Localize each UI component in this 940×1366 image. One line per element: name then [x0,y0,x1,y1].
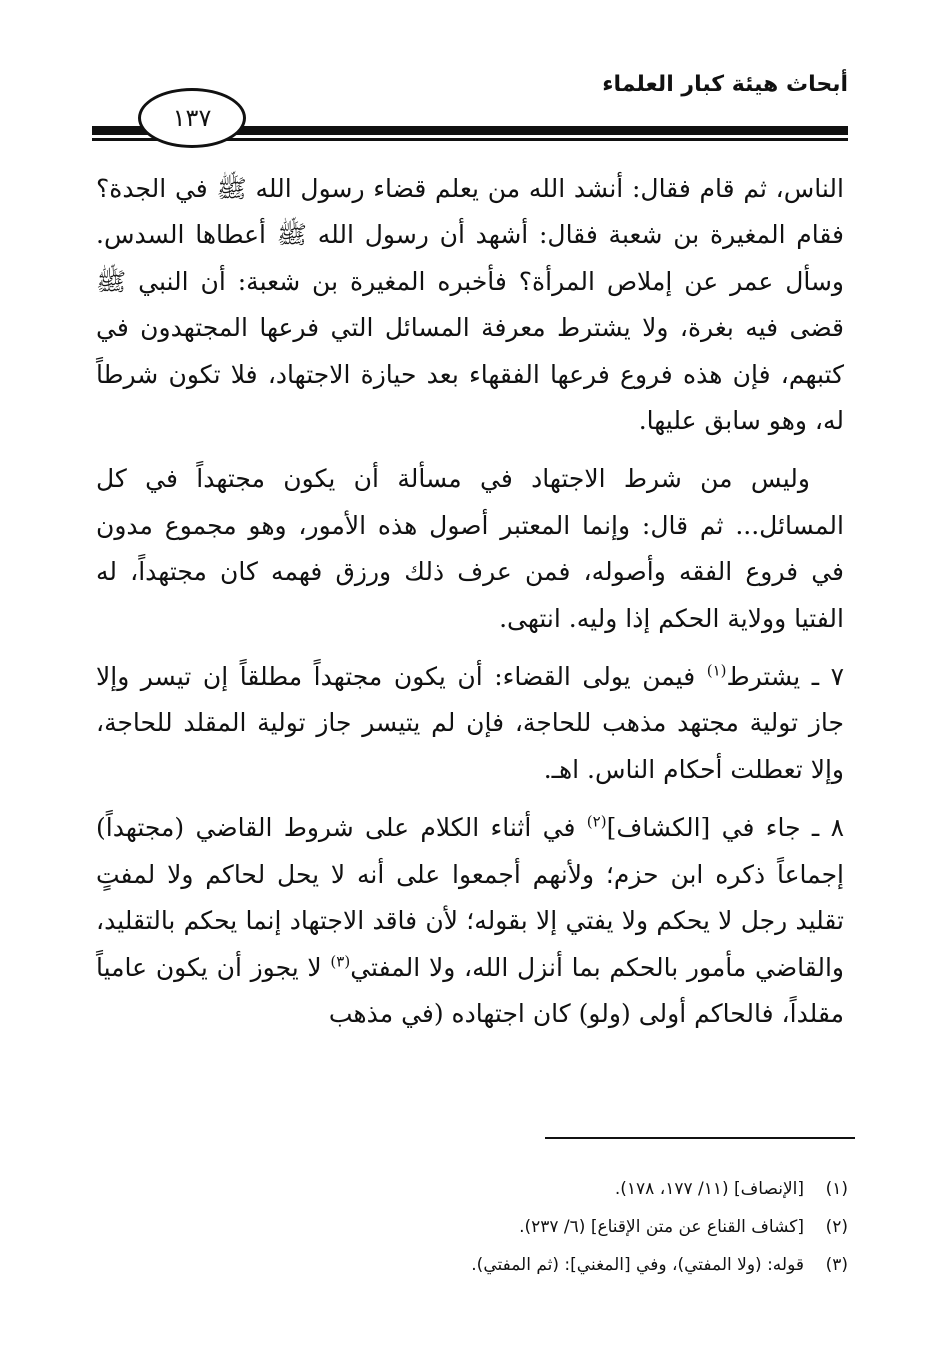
footnote-2 [471,1208,848,1246]
footnote-number: (١) [825,1179,848,1199]
footnote-ref-3[interactable]: (٣) [330,952,351,971]
running-header-title: أبحاث هيئة كبار العلماء [602,72,848,97]
footnote-number: (٣) [825,1255,848,1275]
footnote-separator [545,1137,855,1139]
paragraph-3-start: ٧ ـ يشترط [726,662,844,692]
paragraph-4-end: لا يجوز أن يكون عامياً مقلداً، فالحاكم أولى (ولو) كان اجتهاده (في مذهب [96,952,844,1028]
main-text [96,166,844,1037]
paragraph-4 [96,805,844,1037]
paragraph-4-middle: في أثناء الكلام على شروط القاضي (مجتهداً) إجماعاً ذكره ابن حزم؛ ولأنهم أجمعوا على أنه لا يحل لحاكم ولا لمفتٍ تقليد رجل لا يحكم ولا يفتي إلا بقوله؛ لأن فاقد الاجتهاد إنما يحكم بالتقليد، والقاضي مأمور بالحكم بما أنزل الله، ولا المفتي [96,813,844,982]
paragraph-4-start: ٨ ـ جاء في [الكشاف] [606,813,845,843]
footnote-3 [471,1246,848,1284]
paragraph-3-rest: فيمن يولى القضاء: أن يكون مجتهداً مطلقاً إن تيسر وإلا جاز تولية مجتهد مذهب للحاجة، فإن لم يتيسر جاز تولية المقلد للحاجة، وإلا تعطلت أحكام الناس. اهـ. [96,662,844,784]
paragraph-2: وليس من شرط الاجتهاد في مسألة أن يكون مجتهداً في كل المسائل... ثم قال: وإنما المعتبر أصول هذه الأمور، وهو مجموع مدون في فروع الفقه وأصوله، فمن عرف ذلك ورزق فهمه كان مجتهداً، له الفتيا وولاية الحكم إذا وليه. انتهى. [96,464,844,633]
footnote-text: [الإنصاف] (١١/ ١٧٧، ١٧٨). [614,1179,804,1199]
page-number-badge [138,88,246,148]
footnotes [471,1170,848,1284]
footnote-text: قوله: (ولا المفتي)، وفي [المغني]: (ثم المفتي). [471,1255,804,1275]
footnote-number: (٢) [825,1217,848,1237]
footnote-ref-2[interactable]: (٢) [586,812,607,831]
footnote-1 [471,1170,848,1208]
footnote-ref-1[interactable]: (١) [706,661,727,680]
footnote-text: [كشاف القناع عن متن الإقناع] (٦/ ٢٣٧). [519,1217,804,1237]
paragraph-1: الناس، ثم قام فقال: أنشد الله من يعلم قضاء رسول الله ﷺ في الجدة؟ فقام المغيرة بن شعبة فقال: أشهد أن رسول الله ﷺ أعطاها السدس. وسأل عمر عن إملاص المرأة؟ فأخبره المغيرة بن شعبة: أن النبي ﷺ قضى فيه بغرة، ولا يشترط معرفة المسائل التي فرعها المجتهدون في كتبهم، فإن هذه فروع فرعها الفقهاء بعد حيازة الاجتهاد، فلا تكون شرطاً له، وهو سابق عليها. [96,174,844,436]
paragraph-3 [96,654,844,793]
page-number: ١٣٧ [172,104,212,132]
